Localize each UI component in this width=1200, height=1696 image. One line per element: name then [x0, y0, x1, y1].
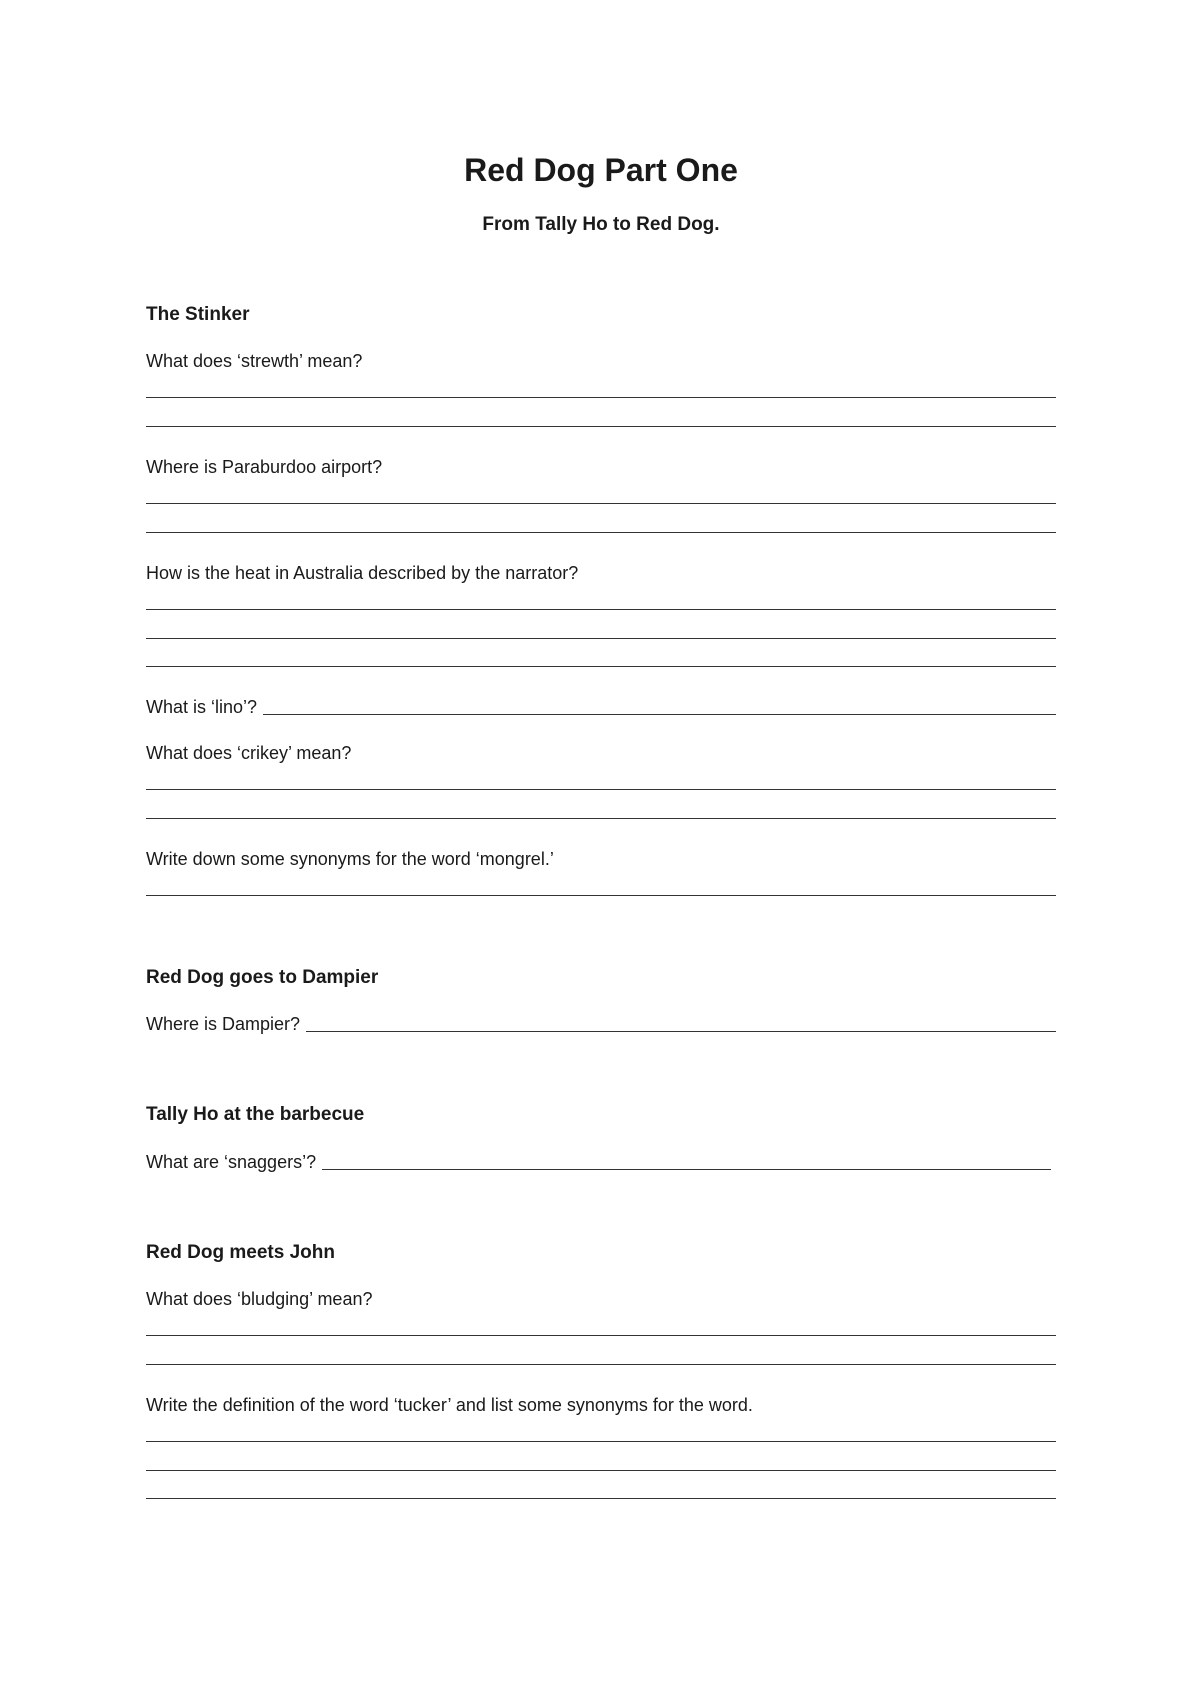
- answer-line[interactable]: [146, 1335, 1056, 1336]
- answer-line[interactable]: [146, 638, 1056, 639]
- question-bludging: What does ‘bludging’ mean?: [146, 1289, 373, 1309]
- answer-line[interactable]: [146, 397, 1056, 398]
- section-heading-stinker: The Stinker: [146, 304, 250, 325]
- answer-line[interactable]: [306, 1031, 1056, 1032]
- answer-line[interactable]: [146, 895, 1056, 896]
- question-row-dampier: [146, 1011, 1056, 1037]
- question-mongrel: Write down some synonyms for the word ‘mongrel.’: [146, 849, 554, 869]
- section-heading-barbecue: Tally Ho at the barbecue: [146, 1104, 365, 1125]
- answer-line[interactable]: [146, 1364, 1056, 1365]
- question-snaggers: What are ‘snaggers’?: [146, 1152, 317, 1172]
- answer-line[interactable]: [146, 1441, 1056, 1442]
- question-row-lino: [146, 694, 1056, 720]
- answer-line[interactable]: [322, 1169, 1051, 1170]
- question-row-snaggers: [146, 1149, 1051, 1175]
- answer-line[interactable]: [146, 1498, 1056, 1499]
- answer-line[interactable]: [146, 666, 1056, 667]
- answer-line[interactable]: [146, 609, 1056, 610]
- answer-line[interactable]: [146, 426, 1056, 427]
- answer-line[interactable]: [146, 532, 1056, 533]
- question-crikey: What does ‘crikey’ mean?: [146, 743, 352, 763]
- question-paraburdoo: Where is Paraburdoo airport?: [146, 457, 383, 477]
- section-heading-dampier: Red Dog goes to Dampier: [146, 967, 379, 988]
- page-subtitle: From Tally Ho to Red Dog.: [482, 214, 720, 235]
- answer-line[interactable]: [146, 789, 1056, 790]
- answer-line[interactable]: [146, 818, 1056, 819]
- question-tucker: Write the definition of the word ‘tucker’ and list some synonyms for the word.: [146, 1395, 753, 1415]
- answer-line[interactable]: [146, 1470, 1056, 1471]
- question-lino: What is ‘lino’?: [146, 697, 258, 717]
- page-title: Red Dog Part One: [464, 152, 738, 188]
- section-heading-john: Red Dog meets John: [146, 1242, 335, 1263]
- answer-line[interactable]: [146, 503, 1056, 504]
- question-heat: How is the heat in Australia described by the narrator?: [146, 563, 579, 583]
- answer-line[interactable]: [263, 714, 1056, 715]
- question-dampier: Where is Dampier?: [146, 1014, 301, 1034]
- question-strewth: What does ‘strewth’ mean?: [146, 351, 363, 371]
